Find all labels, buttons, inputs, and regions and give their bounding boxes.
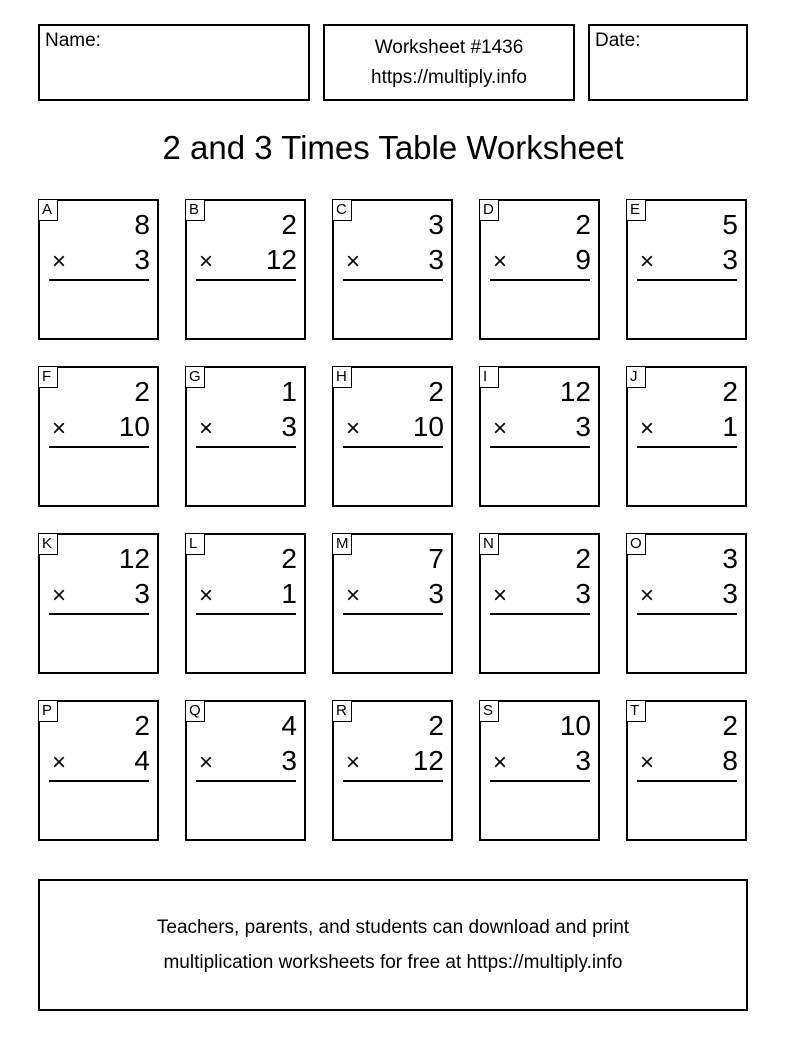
times-sign: × — [493, 749, 508, 776]
date-label: Date: — [595, 30, 641, 51]
problem-card[interactable] — [332, 199, 453, 340]
answer-line — [490, 446, 590, 448]
answer-line — [490, 279, 590, 281]
problem-card[interactable] — [479, 533, 600, 674]
problem-letter: M — [332, 533, 352, 555]
answer-line — [637, 613, 737, 615]
multiplicand: 1 — [281, 376, 297, 407]
times-sign: × — [346, 582, 361, 609]
worksheet-number: Worksheet #1436 — [374, 37, 524, 58]
multiplier: 3 — [134, 578, 150, 609]
times-sign: × — [52, 248, 67, 275]
problem-card[interactable] — [38, 199, 159, 340]
times-sign: × — [199, 415, 214, 442]
problem-card[interactable] — [479, 366, 600, 507]
problem-card[interactable] — [185, 700, 306, 841]
answer-line — [196, 613, 296, 615]
problem-card[interactable] — [332, 366, 453, 507]
multiplier: 4 — [134, 745, 150, 776]
problem-letter: I — [479, 366, 499, 388]
answer-line — [637, 446, 737, 448]
multiplier: 3 — [575, 745, 591, 776]
answer-line — [196, 446, 296, 448]
times-sign: × — [493, 582, 508, 609]
problem-letter: S — [479, 700, 499, 722]
footer-line-2: multiplication worksheets for free at https://multiply.info — [163, 952, 623, 973]
multiplicand: 2 — [575, 543, 591, 574]
answer-line — [490, 613, 590, 615]
times-sign: × — [199, 582, 214, 609]
times-sign: × — [493, 415, 508, 442]
multiplier: 10 — [412, 411, 444, 442]
multiplicand: 2 — [134, 710, 150, 741]
footer-box — [38, 879, 748, 1011]
problem-letter: T — [626, 700, 646, 722]
problem-letter: A — [38, 199, 58, 221]
answer-line — [49, 446, 149, 448]
page-title: 2 and 3 Times Table Worksheet — [162, 129, 624, 166]
multiplicand: 3 — [428, 209, 444, 240]
multiplier: 1 — [281, 578, 297, 609]
multiplier: 3 — [428, 578, 444, 609]
problem-card[interactable] — [38, 700, 159, 841]
multiplicand: 2 — [281, 209, 297, 240]
multiplier: 1 — [722, 411, 738, 442]
answer-line — [196, 279, 296, 281]
multiplicand: 10 — [559, 710, 591, 741]
times-sign: × — [346, 415, 361, 442]
problem-letter: D — [479, 199, 499, 221]
problem-letter: P — [38, 700, 58, 722]
times-sign: × — [640, 248, 655, 275]
problem-letter: G — [185, 366, 205, 388]
footer-line-1: Teachers, parents, and students can download and print — [156, 917, 630, 938]
problem-card[interactable] — [479, 199, 600, 340]
name-box[interactable] — [38, 24, 310, 101]
worksheet-url: https://multiply.info — [371, 67, 527, 88]
multiplier: 3 — [722, 244, 738, 275]
times-sign: × — [199, 248, 214, 275]
problem-letter: O — [626, 533, 646, 555]
problem-letter: Q — [185, 700, 205, 722]
problem-letter: B — [185, 199, 205, 221]
problem-letter: J — [626, 366, 646, 388]
problem-card[interactable] — [185, 533, 306, 674]
problem-card[interactable] — [332, 700, 453, 841]
multiplier: 8 — [722, 745, 738, 776]
problem-letter: L — [185, 533, 205, 555]
multiplicand: 2 — [134, 376, 150, 407]
multiplier: 12 — [265, 244, 297, 275]
times-sign: × — [640, 582, 655, 609]
times-sign: × — [52, 415, 67, 442]
answer-line — [490, 780, 590, 782]
times-sign: × — [493, 248, 508, 275]
problem-card[interactable] — [38, 366, 159, 507]
problem-letter: F — [38, 366, 58, 388]
answer-line — [343, 780, 443, 782]
multiplier: 3 — [722, 578, 738, 609]
worksheet-info-box — [323, 24, 575, 101]
times-sign: × — [346, 248, 361, 275]
problem-letter: E — [626, 199, 646, 221]
multiplicand: 7 — [428, 543, 444, 574]
problem-card[interactable] — [185, 199, 306, 340]
answer-line — [343, 613, 443, 615]
answer-line — [637, 780, 737, 782]
problem-letter: R — [332, 700, 352, 722]
answer-line — [343, 446, 443, 448]
multiplier: 3 — [134, 244, 150, 275]
multiplier: 3 — [281, 411, 297, 442]
times-sign: × — [346, 749, 361, 776]
multiplicand: 8 — [134, 209, 150, 240]
multiplicand: 2 — [281, 543, 297, 574]
answer-line — [49, 613, 149, 615]
problem-card[interactable] — [626, 199, 747, 340]
multiplier: 3 — [575, 411, 591, 442]
times-sign: × — [640, 415, 655, 442]
multiplicand: 4 — [281, 710, 297, 741]
times-sign: × — [640, 749, 655, 776]
problem-card[interactable] — [626, 366, 747, 507]
times-sign: × — [52, 749, 67, 776]
multiplicand: 2 — [428, 376, 444, 407]
problem-card[interactable] — [185, 366, 306, 507]
problem-card[interactable] — [332, 533, 453, 674]
multiplicand: 12 — [559, 376, 591, 407]
problem-letter: N — [479, 533, 499, 555]
multiplier: 10 — [118, 411, 150, 442]
answer-line — [196, 780, 296, 782]
times-sign: × — [199, 749, 214, 776]
problem-letter: C — [332, 199, 352, 221]
multiplicand: 2 — [428, 710, 444, 741]
multiplicand: 3 — [722, 543, 738, 574]
answer-line — [343, 279, 443, 281]
multiplier: 12 — [412, 745, 444, 776]
multiplier: 3 — [428, 244, 444, 275]
date-box[interactable] — [588, 24, 748, 101]
multiplicand: 2 — [575, 209, 591, 240]
times-sign: × — [52, 582, 67, 609]
multiplier: 9 — [575, 244, 591, 275]
multiplicand: 5 — [722, 209, 738, 240]
multiplier: 3 — [575, 578, 591, 609]
multiplier: 3 — [281, 745, 297, 776]
multiplicand: 2 — [722, 710, 738, 741]
multiplicand: 2 — [722, 376, 738, 407]
answer-line — [49, 279, 149, 281]
problem-letter: H — [332, 366, 352, 388]
problem-card[interactable] — [479, 700, 600, 841]
problem-letter: K — [38, 533, 58, 555]
problem-card[interactable] — [626, 533, 747, 674]
multiplicand: 12 — [118, 543, 150, 574]
answer-line — [637, 279, 737, 281]
answer-line — [49, 780, 149, 782]
problem-card[interactable] — [38, 533, 159, 674]
name-label: Name: — [45, 30, 101, 51]
problem-card[interactable] — [626, 700, 747, 841]
